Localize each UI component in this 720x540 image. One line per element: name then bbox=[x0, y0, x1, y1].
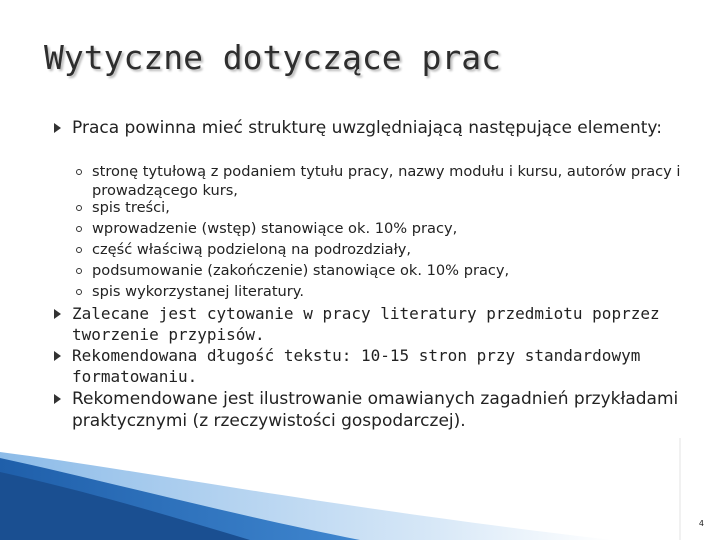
sub-bullet-text: stronę tytułową z podaniem tytułu pracy, nazwy modułu i kursu, autorów pracy i prowadzącego kurs, bbox=[92, 163, 681, 199]
page-number: 4 bbox=[698, 519, 704, 528]
bullet-text: Zalecane jest cytowanie w pracy literatury przedmiotu poprzez tworzenie przypisów. bbox=[72, 304, 660, 344]
bullet-text: Rekomendowana długość tekstu: 10-15 stron przy standardowym formatowaniu. bbox=[72, 346, 641, 386]
sub-bullet-text: wprowadzenie (wstęp) stanowiące ok. 10% pracy, bbox=[92, 220, 458, 237]
bullet-text: Praca powinna mieć strukturę uwzględniającą następujące elementy: bbox=[72, 118, 662, 138]
sub-bullet-text: spis wykorzystanej literatury. bbox=[92, 283, 305, 300]
bullet-text: Rekomendowane jest ilustrowanie omawianych zagadnień przykładami praktycznymi (z rzeczywistości gospodarczej). bbox=[72, 389, 679, 431]
slide-title: Wytyczne dotyczące prac bbox=[44, 38, 501, 77]
sub-bullet-text: podsumowanie (zakończenie) stanowiące ok. 10% pracy, bbox=[92, 262, 510, 279]
sub-bullet-text: spis treści, bbox=[92, 199, 170, 216]
sub-bullet-text: część właściwą podzieloną na podrozdziały, bbox=[92, 241, 412, 258]
